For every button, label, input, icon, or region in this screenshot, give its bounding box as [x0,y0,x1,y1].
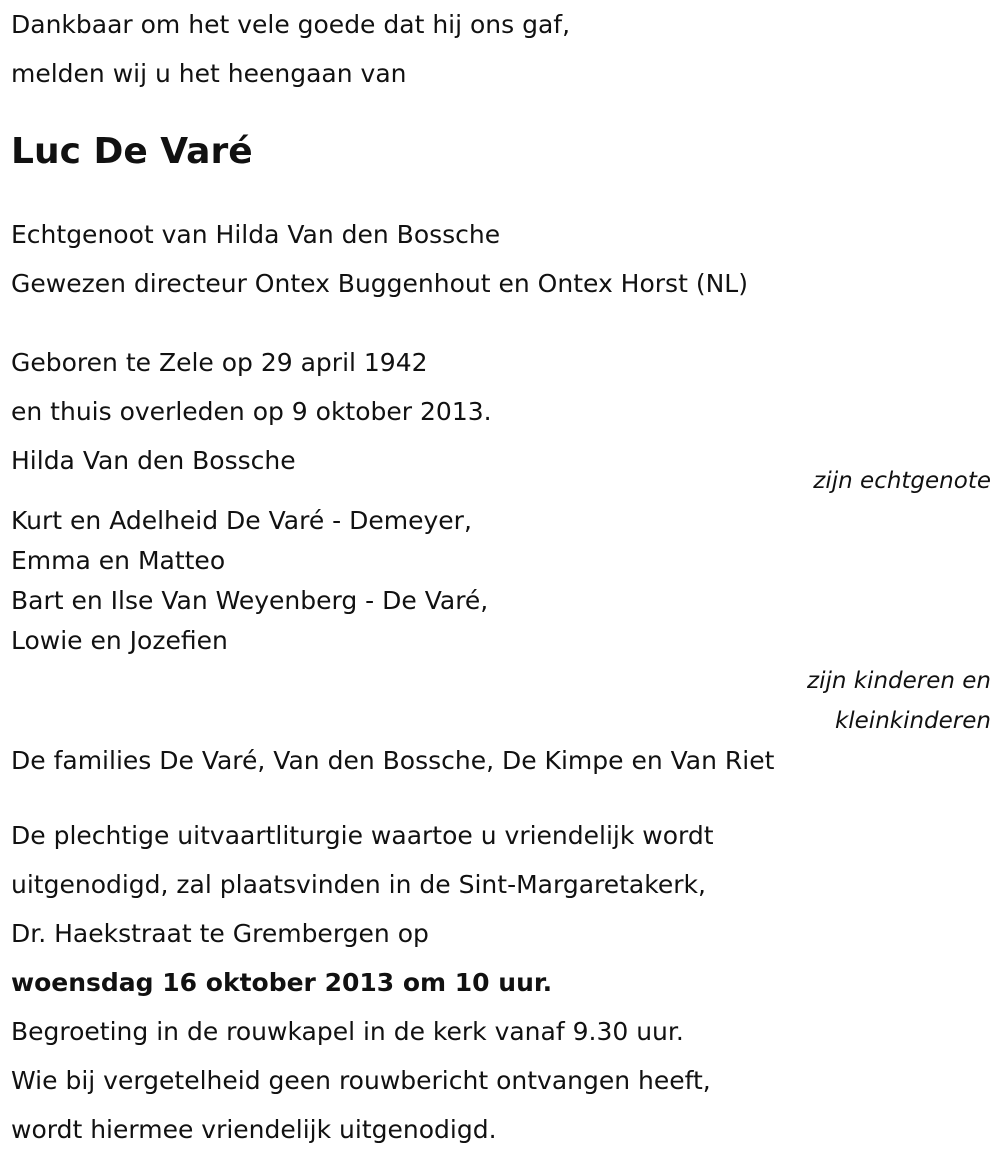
funeral-line-2: uitgenodigd, zal plaatsvinden in de Sint-Margaretakerk, [11,870,706,899]
death-notice [11,0,991,1154]
families-line: De families De Varé, Van den Bossche, De Kimpe en Van Riet [11,746,775,775]
deceased-name: Luc De Varé [11,131,253,172]
intro-line-2: melden wij u het heengaan van [11,59,407,88]
notice-line-1: Wie bij vergetelheid geen rouwbericht ontvangen heeft, [11,1066,711,1095]
notice-line-2: wordt hiermee vriendelijk uitgenodigd. [11,1115,497,1144]
children-relation-1: zijn kinderen en [807,668,991,694]
child-line-1: Kurt en Adelheid De Varé - Demeyer, [11,506,472,535]
intro-line-1: Dankbaar om het vele goede dat hij ons gaf, [11,10,571,39]
child-line-2: Emma en Matteo [11,546,226,575]
spouse-relation: zijn echtgenote [813,468,991,494]
greeting-line: Begroeting in de rouwkapel in de kerk vanaf 9.30 uur. [11,1017,684,1046]
died-line: en thuis overleden op 9 oktober 2013. [11,397,492,426]
funeral-line-1: De plechtige uitvaartliturgie waartoe u vriendelijk wordt [11,821,714,850]
born-line: Geboren te Zele op 29 april 1942 [11,348,428,377]
children-relation-2: kleinkinderen [834,708,991,734]
child-line-4: Lowie en Jozefien [11,626,228,655]
funeral-line-3: Dr. Haekstraat te Grembergen op [11,919,429,948]
funeral-datetime: woensdag 16 oktober 2013 om 10 uur. [11,968,553,997]
career-line: Gewezen directeur Ontex Buggenhout en Ontex Horst (NL) [11,269,748,298]
spouse-line: Echtgenoot van Hilda Van den Bossche [11,220,501,249]
mourner-spouse: Hilda Van den Bossche [11,446,296,475]
child-line-3: Bart en Ilse Van Weyenberg - De Varé, [11,586,489,615]
